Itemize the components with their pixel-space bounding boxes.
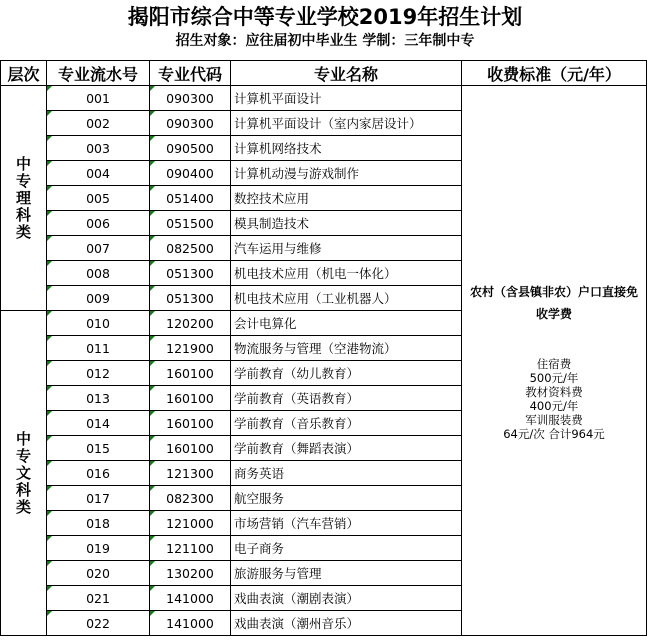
major-name-cell[interactable]: 计算机平面设计（室内家居设计） — [231, 111, 462, 136]
header-name: 专业名称 — [231, 61, 462, 86]
serial-cell[interactable]: 012 — [47, 361, 150, 386]
fee-item-text: 400元/年 — [529, 398, 579, 413]
serial-cell[interactable]: 021 — [47, 586, 150, 611]
fee-item-text: 64元/次 合计964元 — [503, 426, 605, 441]
serial-cell[interactable]: 016 — [47, 461, 150, 486]
code-cell[interactable]: 082500 — [150, 236, 231, 261]
serial-cell[interactable]: 020 — [47, 561, 150, 586]
table-row — [1, 86, 647, 111]
code-cell[interactable]: 141000 — [150, 586, 231, 611]
serial-cell[interactable]: 010 — [47, 311, 150, 336]
code-cell[interactable]: 082300 — [150, 486, 231, 511]
major-name-cell[interactable]: 电子商务 — [231, 536, 462, 561]
header-serial: 专业流水号 — [47, 61, 150, 86]
table-header-row — [1, 61, 647, 86]
code-cell[interactable]: 121900 — [150, 336, 231, 361]
serial-cell[interactable]: 019 — [47, 536, 150, 561]
serial-cell[interactable]: 011 — [47, 336, 150, 361]
fee-main-text: 农村（含县镇非农）户口直接免收学费 — [469, 284, 638, 321]
major-name-cell[interactable]: 物流服务与管理（空港物流） — [231, 336, 462, 361]
code-cell[interactable]: 090300 — [150, 86, 231, 111]
level-cell[interactable]: 中专文科类 — [1, 311, 47, 636]
code-cell[interactable]: 090400 — [150, 161, 231, 186]
serial-cell[interactable]: 022 — [47, 611, 150, 636]
serial-cell[interactable]: 001 — [47, 86, 150, 111]
code-cell[interactable]: 051300 — [150, 261, 231, 286]
enrollment-table — [0, 60, 647, 636]
code-cell[interactable]: 121100 — [150, 536, 231, 561]
major-name-cell[interactable]: 计算机动漫与游戏制作 — [231, 161, 462, 186]
major-name-cell[interactable]: 机电技术应用（工业机器人） — [231, 286, 462, 311]
header-code: 专业代码 — [150, 61, 231, 86]
code-cell[interactable]: 160100 — [150, 386, 231, 411]
serial-cell[interactable]: 007 — [47, 236, 150, 261]
major-name-cell[interactable]: 数控技术应用 — [231, 186, 462, 211]
code-cell[interactable]: 121300 — [150, 461, 231, 486]
serial-cell[interactable]: 015 — [47, 436, 150, 461]
fee-item-text: 住宿费 — [536, 356, 572, 371]
serial-cell[interactable]: 006 — [47, 211, 150, 236]
fee-item-text: 500元/年 — [529, 370, 579, 385]
major-name-cell[interactable]: 计算机网络技术 — [231, 136, 462, 161]
fee-item-text: 教材资料费 — [525, 384, 583, 399]
code-cell[interactable]: 090500 — [150, 136, 231, 161]
major-name-cell[interactable]: 计算机平面设计 — [231, 86, 462, 111]
page-title: 揭阳市综合中等专业学校2019年招生计划 — [127, 5, 523, 29]
code-cell[interactable]: 051500 — [150, 211, 231, 236]
major-name-cell[interactable]: 戏曲表演（潮剧表演） — [231, 586, 462, 611]
serial-cell[interactable]: 008 — [47, 261, 150, 286]
serial-cell[interactable]: 002 — [47, 111, 150, 136]
serial-cell[interactable]: 014 — [47, 411, 150, 436]
table-body — [1, 86, 647, 636]
major-name-cell[interactable]: 学前教育（舞蹈表演） — [231, 436, 462, 461]
fee-item-text: 军训服装费 — [525, 412, 583, 427]
major-name-cell[interactable]: 商务英语 — [231, 461, 462, 486]
serial-cell[interactable]: 003 — [47, 136, 150, 161]
serial-cell[interactable]: 004 — [47, 161, 150, 186]
serial-cell[interactable]: 013 — [47, 386, 150, 411]
code-cell[interactable]: 160100 — [150, 411, 231, 436]
major-name-cell[interactable]: 模具制造技术 — [231, 211, 462, 236]
major-name-cell[interactable]: 学前教育（幼儿教育） — [231, 361, 462, 386]
header-fee: 收费标准（元/年） — [462, 61, 647, 86]
page-subtitle: 招生对象：应往届初中毕业生 学制：三年制中专 — [175, 33, 475, 49]
major-name-cell[interactable]: 学前教育（英语教育） — [231, 386, 462, 411]
code-cell[interactable]: 051300 — [150, 286, 231, 311]
major-name-cell[interactable]: 机电技术应用（机电一体化） — [231, 261, 462, 286]
major-name-cell[interactable]: 航空服务 — [231, 486, 462, 511]
major-name-cell[interactable]: 会计电算化 — [231, 311, 462, 336]
major-name-cell[interactable]: 旅游服务与管理 — [231, 561, 462, 586]
major-name-cell[interactable]: 戏曲表演（潮州音乐） — [231, 611, 462, 636]
code-cell[interactable]: 130200 — [150, 561, 231, 586]
serial-cell[interactable]: 009 — [47, 286, 150, 311]
serial-cell[interactable]: 018 — [47, 511, 150, 536]
serial-cell[interactable]: 017 — [47, 486, 150, 511]
code-cell[interactable]: 121000 — [150, 511, 231, 536]
major-name-cell[interactable]: 汽车运用与维修 — [231, 236, 462, 261]
header-level: 层次 — [1, 61, 47, 86]
code-cell[interactable]: 160100 — [150, 436, 231, 461]
code-cell[interactable]: 160100 — [150, 361, 231, 386]
code-cell[interactable]: 141000 — [150, 611, 231, 636]
major-name-cell[interactable]: 学前教育（音乐教育） — [231, 411, 462, 436]
code-cell[interactable]: 051400 — [150, 186, 231, 211]
serial-cell[interactable]: 005 — [47, 186, 150, 211]
code-cell[interactable]: 090300 — [150, 111, 231, 136]
major-name-cell[interactable]: 市场营销（汽车营销） — [231, 511, 462, 536]
level-cell[interactable]: 中专理科类 — [1, 86, 47, 311]
fee-cell[interactable] — [462, 86, 647, 636]
code-cell[interactable]: 120200 — [150, 311, 231, 336]
